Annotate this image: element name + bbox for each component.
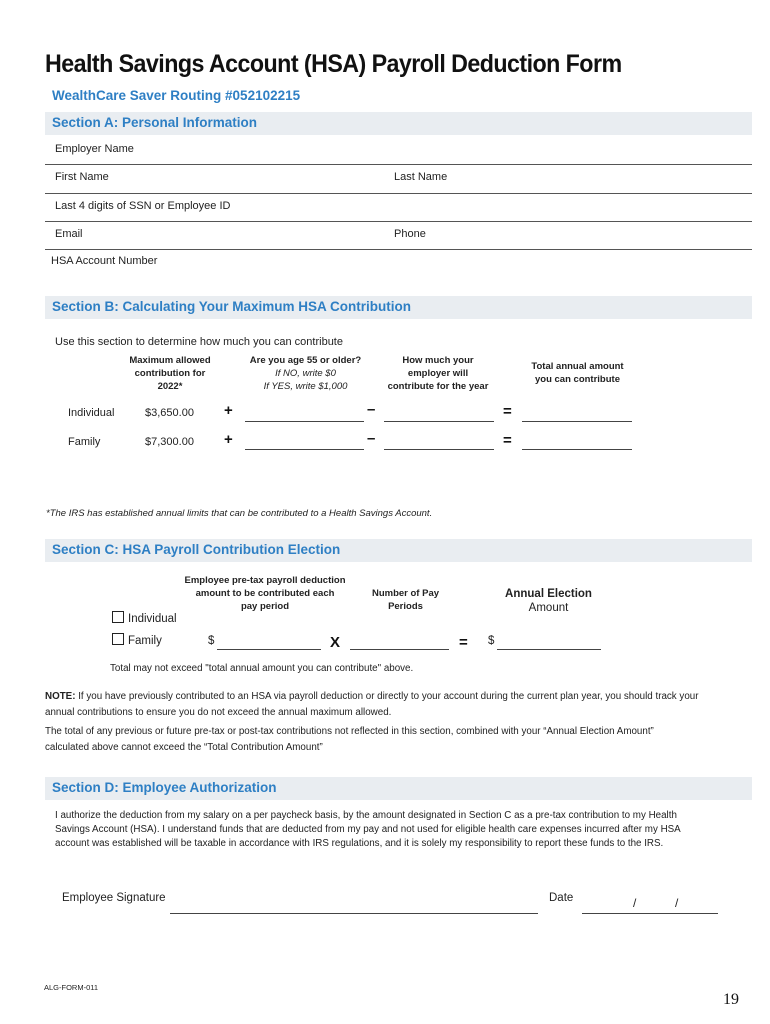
email-label: Email: [55, 228, 83, 240]
minus-sign: –: [367, 430, 376, 447]
section-d-header: [45, 777, 752, 800]
annual-dollar: $: [488, 635, 495, 647]
pay-periods-field[interactable]: [350, 649, 449, 650]
section-a-header: [45, 112, 752, 135]
section-b-header: [45, 296, 752, 319]
date-slash: /: [675, 896, 679, 910]
ssn-field[interactable]: [45, 221, 752, 222]
date-slash: /: [633, 896, 637, 910]
row-family-label: Family: [68, 436, 101, 448]
email-phone-field[interactable]: [45, 249, 752, 250]
hsa-account-label: HSA Account Number: [51, 255, 158, 267]
col-employer-contribution: How much your employer will contribute for the year: [387, 355, 489, 392]
form-id: ALG-FORM-011: [44, 983, 99, 992]
plus-sign: +: [224, 402, 233, 419]
minus-sign: –: [367, 401, 376, 418]
col-total-annual: Total annual amount you can contribute: [531, 361, 624, 385]
authorization-text: I authorize the deduction from my salary on a per paycheck basis, by the amount designated in Section C as a pre-tax contribution to my Health Savings Account (HSA). I understand funds that are deducted from my pay and not used for eligible health care expenses incurred after my HSA account was established will be taxable in accordance with IRS regulations, and it is solely my responsibility to report these funds to the IRS.: [55, 810, 681, 849]
page-title: Health Savings Account (HSA) Payroll Deduction Form: [45, 50, 622, 78]
row-individual-label: Individual: [68, 407, 115, 419]
section-b-intro: Use this section to determine how much you can contribute: [55, 336, 343, 348]
signature-field[interactable]: [170, 913, 538, 914]
phone-label: Phone: [394, 228, 426, 240]
equals-sign: =: [503, 432, 512, 449]
deduction-dollar: $: [208, 635, 215, 647]
section-c-header: [45, 539, 752, 562]
plus-sign: +: [224, 431, 233, 448]
section-d-title: Section D: Employee Authorization: [52, 780, 277, 795]
individual-option[interactable]: Individual: [112, 611, 177, 625]
total-note: Total may not exceed "total annual amount you can contribute" above.: [110, 663, 414, 674]
date-label: Date: [549, 892, 574, 904]
col-payroll-deduction: Employee pre-tax payroll deduction amount to be contributed each pay period: [184, 575, 346, 612]
row-individual-amount: $3,650.00: [145, 407, 194, 419]
section-a-title: Section A: Personal Information: [52, 115, 258, 130]
col-max-allowed: Maximum allowed contribution for 2022*: [129, 355, 211, 392]
routing-number: WealthCare Saver Routing #052102215: [52, 88, 301, 103]
name-field[interactable]: [45, 193, 752, 194]
first-name-label: First Name: [55, 171, 109, 183]
employer-name-label: Employer Name: [55, 143, 134, 155]
signature-label: Employee Signature: [62, 892, 166, 904]
equals-sign: =: [503, 403, 512, 420]
ssn-label: Last 4 digits of SSN or Employee ID: [55, 200, 231, 212]
employer-name-field[interactable]: [45, 164, 752, 165]
individual-total-field[interactable]: [522, 421, 632, 422]
section-c-title: Section C: HSA Payroll Contribution Election: [52, 542, 341, 557]
deduction-amount-field[interactable]: [217, 649, 321, 650]
individual-age-field[interactable]: [245, 421, 364, 422]
col-pay-periods: Number of Pay Periods: [371, 588, 440, 612]
family-age-field[interactable]: [245, 449, 364, 450]
last-name-label: Last Name: [394, 171, 448, 183]
page-number: 19: [723, 991, 739, 1008]
annual-election-field[interactable]: [497, 649, 601, 650]
equals-sign: =: [459, 634, 468, 651]
limit-paragraph: The total of any previous or future pre-tax or post-tax contributions not reflected in this section, combined with your “Annual Election Amount” calculated above cannot exceed the “Total Contribution Amount”: [45, 726, 654, 753]
col-age-55: Are you age 55 or older? If NO, write $0 If YES, write $1,000: [249, 355, 362, 392]
family-total-field[interactable]: [522, 449, 632, 450]
row-family-amount: $7,300.00: [145, 436, 194, 448]
individual-employer-field[interactable]: [384, 421, 494, 422]
family-employer-field[interactable]: [384, 449, 494, 450]
col-annual-election: Annual Election Amount: [505, 588, 592, 614]
individual-checkbox[interactable]: [112, 611, 124, 623]
family-checkbox[interactable]: [112, 633, 124, 645]
section-b-title: Section B: Calculating Your Maximum HSA Contribution: [52, 299, 412, 314]
family-option[interactable]: Family: [112, 633, 162, 647]
note-paragraph: NOTE: If you have previously contributed to an HSA via payroll deduction or directly to your account during the current plan year, you should track your annual contributions to ensure you do not exceed the annual maximum allowed.: [45, 691, 699, 718]
irs-footnote: *The IRS has established annual limits that can be contributed to a Health Savings Account.: [46, 508, 433, 519]
date-field[interactable]: [582, 913, 718, 914]
times-sign: X: [330, 634, 341, 651]
